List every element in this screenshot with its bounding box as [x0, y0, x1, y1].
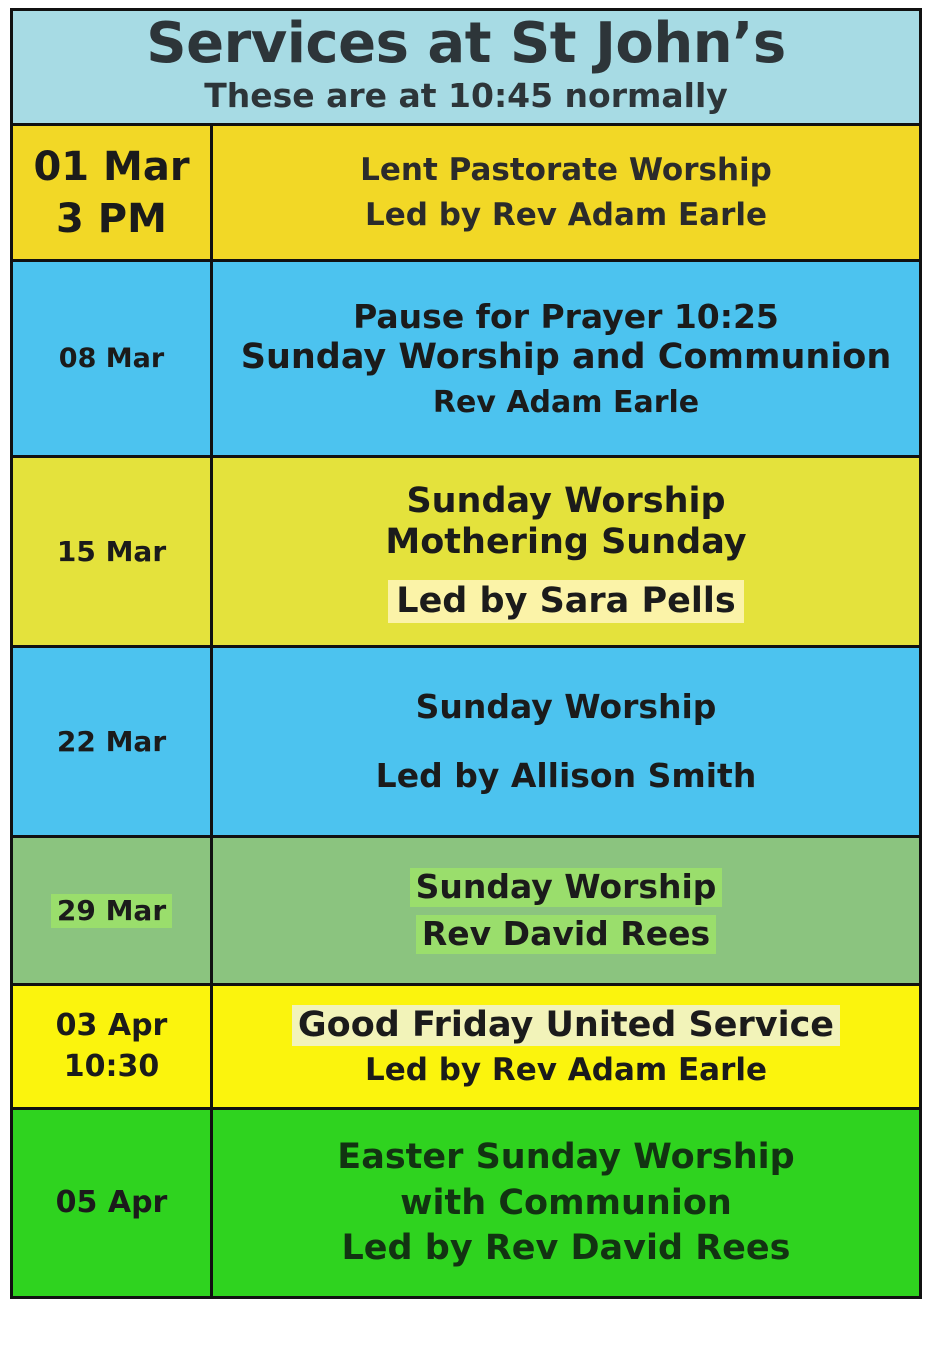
table-row: [13, 262, 919, 458]
service-leader-line: Led by Rev David Rees: [341, 1228, 791, 1269]
service-description-cell: [213, 838, 919, 983]
service-time-line: 3 PM: [56, 195, 167, 242]
service-description-line: Lent Pastorate Worship: [360, 152, 772, 189]
service-description-cell: [213, 986, 919, 1107]
table-row: [13, 986, 919, 1110]
table-row: [13, 458, 919, 648]
page-title: Services at St John’s: [146, 11, 786, 76]
table-row: [13, 838, 919, 986]
service-date-cell: [13, 648, 213, 835]
service-date-line: 29 Mar: [51, 894, 172, 928]
service-description-cell: [213, 262, 919, 455]
service-leader-line: Rev Adam Earle: [432, 384, 700, 420]
table-row: [13, 648, 919, 838]
service-date-cell: [13, 126, 213, 259]
service-date-line: 08 Mar: [58, 343, 165, 375]
service-date-line: 15 Mar: [56, 534, 167, 568]
service-time-line: 10:30: [63, 1048, 160, 1084]
service-description-line: with Communion: [400, 1182, 732, 1223]
service-date-line: 03 Apr: [55, 1008, 168, 1044]
service-description-cell: [213, 126, 919, 259]
service-leader-line: Led by Sara Pells: [388, 580, 743, 623]
service-date-line: 05 Apr: [55, 1185, 168, 1221]
service-description-cell: [213, 1110, 919, 1296]
service-date-cell: [13, 986, 213, 1107]
service-date-cell: [13, 1110, 213, 1296]
service-leader-line: Rev David Rees: [416, 915, 716, 954]
service-leader-line: Led by Rev Adam Earle: [364, 1052, 768, 1089]
service-description-line: Good Friday United Service: [292, 1005, 840, 1046]
service-date-cell: [13, 262, 213, 455]
service-description-line: Sunday Worship: [410, 868, 723, 907]
poster-header: [13, 11, 919, 126]
table-row: [13, 1110, 919, 1296]
service-description-line: Easter Sunday Worship: [337, 1137, 795, 1178]
service-leader-line: Led by Rev Adam Earle: [364, 196, 768, 233]
page-subtitle: These are at 10:45 normally: [204, 75, 728, 115]
service-description-line: Sunday Worship: [415, 686, 717, 726]
service-date-line: 01 Mar: [33, 143, 190, 190]
service-date-cell: [13, 838, 213, 983]
service-description-cell: [213, 648, 919, 835]
services-table: [10, 8, 922, 1299]
service-leader-line: Led by Allison Smith: [375, 755, 757, 795]
service-description-cell: [213, 458, 919, 645]
service-description-line: Sunday Worship: [406, 480, 726, 521]
service-description-line: Pause for Prayer 10:25: [353, 296, 779, 336]
service-date-cell: [13, 458, 213, 645]
table-row: [13, 126, 919, 262]
service-date-line: 22 Mar: [56, 724, 167, 758]
service-description-line: Sunday Worship and Communion: [240, 336, 892, 377]
service-description-line: Mothering Sunday: [385, 522, 747, 563]
